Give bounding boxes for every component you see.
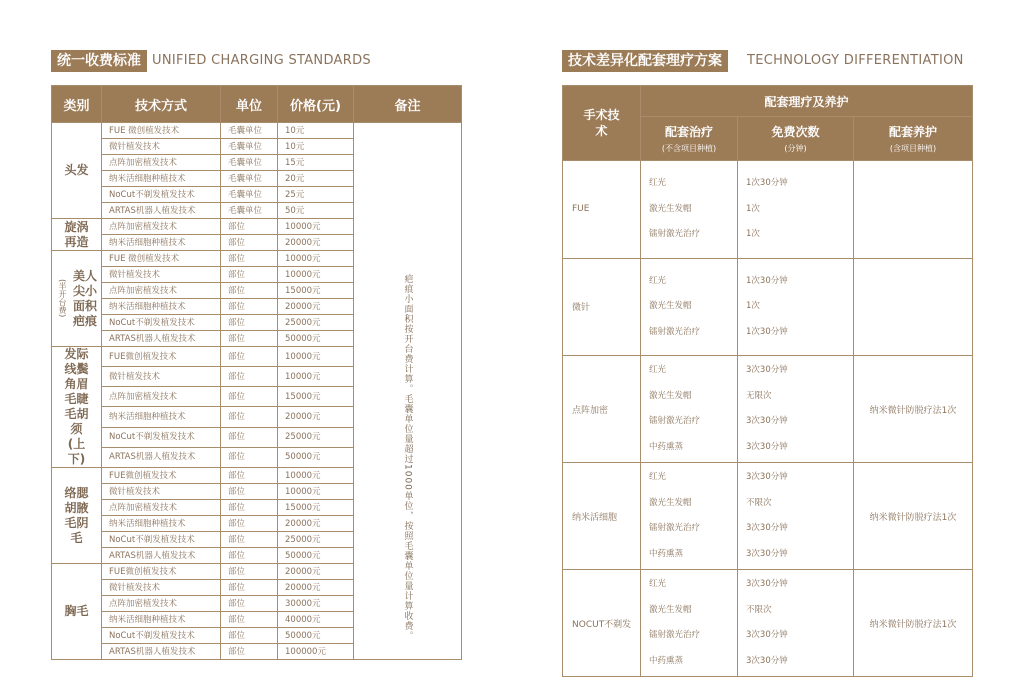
header-count-cell bbox=[738, 117, 854, 161]
method-cell: ARTAS机器人植发技术 bbox=[102, 548, 221, 564]
unit-cell: 部位 bbox=[221, 219, 278, 235]
method-cell: NoCut不剃发植发技术 bbox=[102, 427, 221, 447]
treatment-item: 红光 bbox=[649, 365, 667, 375]
method-cell: ARTAS机器人植发技术 bbox=[102, 447, 221, 467]
treatment-item: 激光生发帽 bbox=[649, 390, 692, 401]
count-item: 不限次 bbox=[746, 604, 772, 615]
unit-cell: 部位 bbox=[221, 347, 278, 367]
category-label: 旋涡再造 bbox=[64, 219, 89, 249]
method-cell: 微针植发技术 bbox=[102, 267, 221, 283]
price-cell: 40000元 bbox=[278, 612, 354, 628]
price-cell: 15000元 bbox=[278, 500, 354, 516]
count-cell bbox=[738, 463, 854, 570]
unit-cell: 毛囊单位 bbox=[221, 171, 278, 187]
method-cell: 纳米活细胞种植技术 bbox=[102, 407, 221, 427]
treatment-cell bbox=[641, 463, 738, 570]
count-cell bbox=[738, 258, 854, 356]
price-cell: 10元 bbox=[278, 139, 354, 155]
price-cell: 20000元 bbox=[278, 516, 354, 532]
note-text: 疤痕小面积按开台费计算。毛囊单位量超过1000单位，按照毛囊单位量计算收费。 bbox=[402, 273, 413, 641]
header-treat: 配套治疗 bbox=[664, 125, 713, 139]
price-cell: 50000元 bbox=[278, 548, 354, 564]
price-cell: 100000元 bbox=[278, 644, 354, 660]
unit-cell: 部位 bbox=[221, 516, 278, 532]
header-category: 类别 bbox=[52, 86, 102, 123]
header-method: 技术方式 bbox=[102, 86, 221, 123]
note-cell bbox=[354, 123, 462, 660]
method-cell: 纳米活细胞种植技术 bbox=[102, 299, 221, 315]
price-cell: 20000元 bbox=[278, 564, 354, 580]
unit-cell: 部位 bbox=[221, 580, 278, 596]
count-item: 1次30分钟 bbox=[746, 326, 788, 337]
count-item: 3次30分钟 bbox=[746, 523, 788, 533]
method-cell: ARTAS机器人植发技术 bbox=[102, 644, 221, 660]
treatment-item: 中药熏蒸 bbox=[649, 548, 684, 559]
pricing-table bbox=[51, 85, 462, 660]
count-item: 3次30分钟 bbox=[746, 365, 788, 375]
left-title-cn: 统一收费标准 bbox=[51, 50, 147, 72]
method-cell: 点阵加密植发技术 bbox=[102, 155, 221, 171]
method-cell: 微针植发技术 bbox=[102, 139, 221, 155]
treatment-item: 中药熏蒸 bbox=[649, 655, 684, 666]
unit-cell: 部位 bbox=[221, 500, 278, 516]
category-sub: (半开台费) bbox=[58, 279, 67, 318]
treatment-item: 镭射激光治疗 bbox=[649, 416, 701, 426]
unit-cell: 部位 bbox=[221, 315, 278, 331]
price-cell: 20000元 bbox=[278, 407, 354, 427]
therapy-header-row-1 bbox=[563, 86, 973, 117]
method-cell: FUE 微创植发技术 bbox=[102, 251, 221, 267]
method-cell: NoCut不剃发植发技术 bbox=[102, 628, 221, 644]
method-cell: 纳米活细胞种植技术 bbox=[102, 171, 221, 187]
left-title-en: UNIFIED CHARGING STANDARDS bbox=[152, 53, 371, 68]
category-label: 胸毛 bbox=[64, 604, 89, 618]
table-row bbox=[563, 570, 973, 677]
treatment-item: 镭射激光治疗 bbox=[649, 630, 701, 640]
header-care: 配套养护 bbox=[889, 125, 938, 139]
count-cell bbox=[738, 356, 854, 463]
tech-cell: 点阵加密 bbox=[563, 356, 641, 463]
method-cell: 点阵加密植发技术 bbox=[102, 500, 221, 516]
price-cell: 10000元 bbox=[278, 484, 354, 500]
method-cell: 点阵加密植发技术 bbox=[102, 219, 221, 235]
treatment-cell bbox=[641, 161, 738, 259]
right-title-en: TECHNOLOGY DIFFERENTIATION bbox=[747, 53, 964, 68]
price-cell: 10000元 bbox=[278, 347, 354, 367]
method-cell: FUE微创植发技术 bbox=[102, 468, 221, 484]
category-label: 络腮胡腋毛阴毛 bbox=[64, 485, 89, 545]
unit-cell: 部位 bbox=[221, 267, 278, 283]
unit-cell: 部位 bbox=[221, 468, 278, 484]
count-item: 3次30分钟 bbox=[746, 630, 788, 640]
method-cell: FUE微创植发技术 bbox=[102, 564, 221, 580]
price-cell: 10000元 bbox=[278, 468, 354, 484]
count-cell bbox=[738, 570, 854, 677]
method-cell: ARTAS机器人植发技术 bbox=[102, 203, 221, 219]
method-cell: 纳米活细胞种植技术 bbox=[102, 516, 221, 532]
header-care-cell bbox=[854, 117, 973, 161]
treatment-item: 镭射激光治疗 bbox=[649, 326, 701, 337]
price-cell: 25000元 bbox=[278, 315, 354, 331]
treatment-item: 镭射激光治疗 bbox=[649, 229, 701, 239]
tech-cell: NOCUT不剃发 bbox=[563, 570, 641, 677]
price-cell: 10000元 bbox=[278, 367, 354, 387]
header-treat-sub: (不含项目种植) bbox=[661, 144, 717, 153]
count-item: 3次30分钟 bbox=[746, 548, 788, 559]
tech-cell: FUE bbox=[563, 161, 641, 259]
table-row bbox=[563, 356, 973, 463]
category-cell bbox=[52, 219, 102, 251]
category-cell bbox=[52, 564, 102, 660]
method-cell: NoCut不剃发植发技术 bbox=[102, 315, 221, 331]
unit-cell: 部位 bbox=[221, 596, 278, 612]
count-item: 1次30分钟 bbox=[746, 178, 788, 188]
price-cell: 10000元 bbox=[278, 267, 354, 283]
header-tech: 手术技术 bbox=[563, 86, 641, 161]
unit-cell: 部位 bbox=[221, 283, 278, 299]
count-item: 无限次 bbox=[746, 390, 772, 401]
unit-cell: 毛囊单位 bbox=[221, 203, 278, 219]
count-item: 3次30分钟 bbox=[746, 472, 788, 482]
unit-cell: 毛囊单位 bbox=[221, 123, 278, 139]
table-row bbox=[563, 161, 973, 259]
unit-cell: 部位 bbox=[221, 447, 278, 467]
method-cell: NoCut不剃发植发技术 bbox=[102, 532, 221, 548]
pricing-body bbox=[52, 123, 462, 660]
treatment-cell bbox=[641, 258, 738, 356]
method-cell: 点阵加密植发技术 bbox=[102, 387, 221, 407]
unit-cell: 毛囊单位 bbox=[221, 139, 278, 155]
right-title-cn: 技术差异化配套理疗方案 bbox=[562, 50, 728, 72]
method-cell: NoCut不剃发植发技术 bbox=[102, 187, 221, 203]
unit-cell: 部位 bbox=[221, 367, 278, 387]
method-cell: 点阵加密植发技术 bbox=[102, 596, 221, 612]
header-note: 备注 bbox=[354, 86, 462, 123]
therapy-table bbox=[562, 85, 973, 677]
treatment-item: 红光 bbox=[649, 275, 667, 286]
tech-cell: 纳米活细胞 bbox=[563, 463, 641, 570]
unit-cell: 部位 bbox=[221, 484, 278, 500]
treatment-item: 红光 bbox=[649, 579, 667, 589]
unit-cell: 部位 bbox=[221, 532, 278, 548]
price-cell: 50元 bbox=[278, 203, 354, 219]
price-cell: 25元 bbox=[278, 187, 354, 203]
count-item: 3次30分钟 bbox=[746, 579, 788, 589]
category-label: 头发 bbox=[64, 163, 89, 177]
count-cell bbox=[738, 161, 854, 259]
header-care-sub: (含项目种植) bbox=[889, 144, 937, 153]
unit-cell: 部位 bbox=[221, 235, 278, 251]
price-cell: 20000元 bbox=[278, 580, 354, 596]
unit-cell: 部位 bbox=[221, 299, 278, 315]
header-group: 配套理疗及养护 bbox=[641, 86, 973, 117]
price-cell: 10000元 bbox=[278, 219, 354, 235]
method-cell: 微针植发技术 bbox=[102, 367, 221, 387]
method-cell: 纳米活细胞种植技术 bbox=[102, 612, 221, 628]
category-label: 发际线鬓角眉毛睫毛胡须(上下) bbox=[64, 347, 89, 466]
count-item: 1次 bbox=[746, 229, 760, 239]
method-cell: 点阵加密植发技术 bbox=[102, 283, 221, 299]
care-cell: 纳米微针防脱疗法1次 bbox=[854, 570, 973, 677]
count-item: 3次30分钟 bbox=[746, 441, 788, 452]
treatment-item: 中药熏蒸 bbox=[649, 441, 684, 452]
unit-cell: 部位 bbox=[221, 644, 278, 660]
count-item: 3次30分钟 bbox=[746, 416, 788, 426]
price-cell: 50000元 bbox=[278, 331, 354, 347]
price-cell: 50000元 bbox=[278, 447, 354, 467]
unit-cell: 部位 bbox=[221, 427, 278, 447]
unit-cell: 部位 bbox=[221, 251, 278, 267]
unit-cell: 部位 bbox=[221, 564, 278, 580]
unit-cell: 部位 bbox=[221, 628, 278, 644]
header-count: 免费次数 bbox=[771, 125, 820, 139]
category-cell bbox=[52, 347, 102, 468]
table-row bbox=[52, 123, 462, 139]
price-cell: 25000元 bbox=[278, 427, 354, 447]
price-cell: 20000元 bbox=[278, 235, 354, 251]
count-item: 不限次 bbox=[746, 497, 772, 508]
treatment-item: 激光生发帽 bbox=[649, 301, 692, 311]
header-unit: 单位 bbox=[221, 86, 278, 123]
category-label: 美人尖小面积疤痕 bbox=[72, 268, 97, 328]
unit-cell: 部位 bbox=[221, 331, 278, 347]
count-item: 1次 bbox=[746, 301, 760, 311]
treatment-item: 红光 bbox=[649, 472, 667, 482]
method-cell: 微针植发技术 bbox=[102, 580, 221, 596]
method-cell: FUE 微创植发技术 bbox=[102, 123, 221, 139]
count-item: 1次 bbox=[746, 203, 760, 214]
count-item: 1次30分钟 bbox=[746, 275, 788, 286]
unit-cell: 毛囊单位 bbox=[221, 155, 278, 171]
table-row bbox=[563, 463, 973, 570]
price-cell: 10元 bbox=[278, 123, 354, 139]
method-cell: 纳米活细胞种植技术 bbox=[102, 235, 221, 251]
treatment-item: 镭射激光治疗 bbox=[649, 523, 701, 533]
tech-cell: 微针 bbox=[563, 258, 641, 356]
care-cell bbox=[854, 258, 973, 356]
treatment-cell bbox=[641, 356, 738, 463]
price-cell: 10000元 bbox=[278, 251, 354, 267]
unit-cell: 部位 bbox=[221, 612, 278, 628]
method-cell: ARTAS机器人植发技术 bbox=[102, 331, 221, 347]
unit-cell: 毛囊单位 bbox=[221, 187, 278, 203]
price-cell: 15元 bbox=[278, 155, 354, 171]
care-cell: 纳米微针防脱疗法1次 bbox=[854, 356, 973, 463]
method-cell: FUE微创植发技术 bbox=[102, 347, 221, 367]
method-cell: 微针植发技术 bbox=[102, 484, 221, 500]
category-cell bbox=[52, 251, 102, 347]
header-treat-cell bbox=[641, 117, 738, 161]
treatment-item: 激光生发帽 bbox=[649, 497, 692, 508]
treatment-item: 激光生发帽 bbox=[649, 604, 692, 615]
therapy-body bbox=[563, 161, 973, 677]
price-cell: 15000元 bbox=[278, 283, 354, 299]
category-cell bbox=[52, 468, 102, 564]
unit-cell: 部位 bbox=[221, 407, 278, 427]
care-cell: 纳米微针防脱疗法1次 bbox=[854, 463, 973, 570]
header-count-sub: (分钟) bbox=[784, 144, 807, 153]
header-price: 价格(元) bbox=[278, 86, 354, 123]
treatment-cell bbox=[641, 570, 738, 677]
unit-cell: 部位 bbox=[221, 548, 278, 564]
price-cell: 20000元 bbox=[278, 299, 354, 315]
care-cell bbox=[854, 161, 973, 259]
price-cell: 20元 bbox=[278, 171, 354, 187]
price-cell: 15000元 bbox=[278, 387, 354, 407]
category-cell bbox=[52, 123, 102, 219]
table-row bbox=[563, 258, 973, 356]
treatment-item: 红光 bbox=[649, 178, 667, 188]
price-cell: 50000元 bbox=[278, 628, 354, 644]
pricing-header-row bbox=[52, 86, 462, 123]
price-cell: 30000元 bbox=[278, 596, 354, 612]
count-item: 3次30分钟 bbox=[746, 655, 788, 666]
treatment-item: 激光生发帽 bbox=[649, 203, 692, 214]
price-cell: 25000元 bbox=[278, 532, 354, 548]
unit-cell: 部位 bbox=[221, 387, 278, 407]
